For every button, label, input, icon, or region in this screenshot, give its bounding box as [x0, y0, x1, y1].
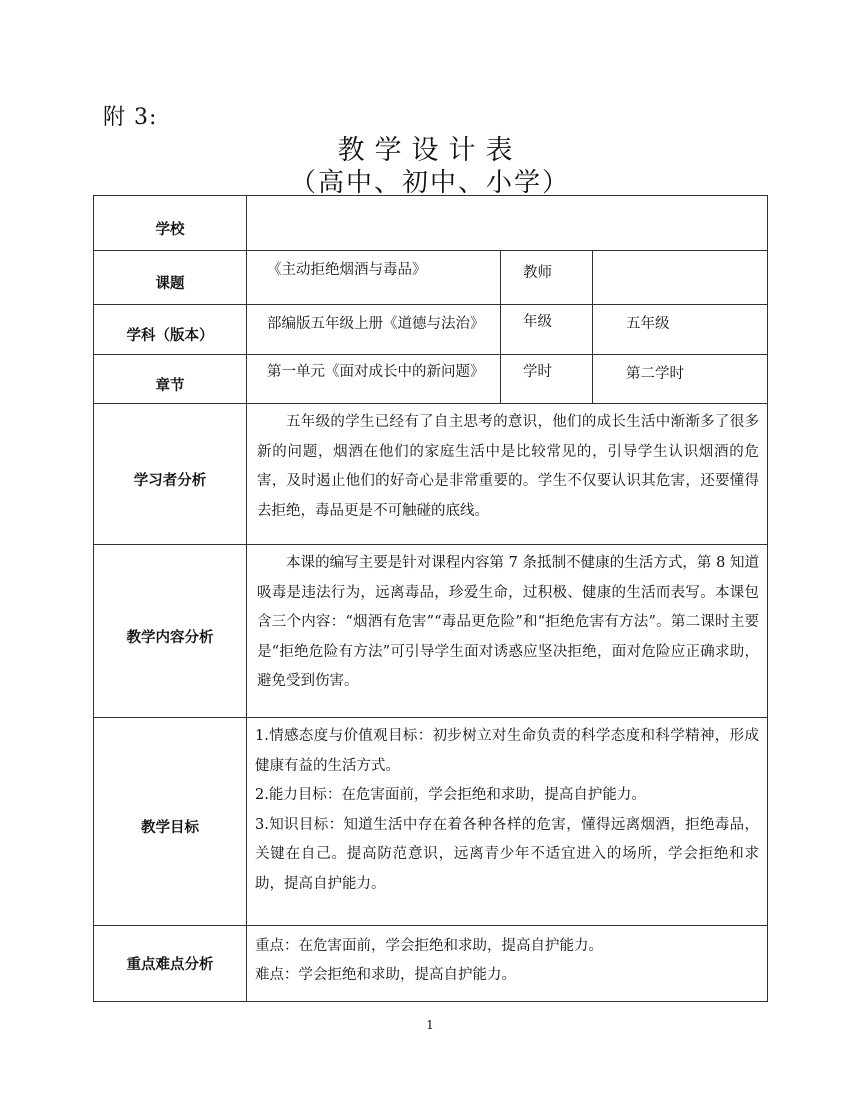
row-key-points [94, 926, 768, 1002]
school-label: 学校 [94, 196, 247, 251]
learner-analysis-cell [247, 404, 768, 545]
appendix-label: 附 3: [103, 105, 158, 130]
hours-value: 第二学时 [626, 366, 684, 382]
learner-analysis-label: 学习者分析 [94, 404, 247, 545]
school-value [247, 196, 768, 251]
chapter-value: 第一单元《面对成长中的新问题》 [267, 364, 485, 380]
topic-value-cell [247, 251, 501, 305]
row-topic [94, 251, 768, 305]
chapter-label: 章节 [94, 355, 247, 404]
teaching-goals-cell [247, 718, 768, 926]
goal-item: 2.能力目标：在危害面前，学会拒绝和求助，提高自护能力。 [255, 787, 646, 803]
key-points-cell [247, 926, 768, 1002]
topic-value: 《主动拒绝烟酒与毒品》 [267, 262, 427, 278]
hours-label: 学时 [523, 364, 552, 380]
grade-label-cell [501, 305, 593, 355]
subject-label: 学科（版本） [94, 305, 247, 355]
row-subject [94, 305, 768, 355]
row-school [94, 196, 768, 251]
topic-label: 课题 [94, 251, 247, 305]
page-title: 教学设计表 [337, 135, 523, 166]
hours-label-cell [501, 355, 593, 404]
teacher-label: 教师 [523, 265, 552, 281]
row-learner-analysis [94, 404, 768, 545]
teaching-design-table [93, 195, 768, 1002]
row-teaching-goals [94, 718, 768, 926]
teaching-goals-label: 教学目标 [94, 718, 247, 926]
grade-label: 年级 [523, 314, 552, 330]
subject-value-cell [247, 305, 501, 355]
content-analysis-text: 本课的编写主要是针对课程内容第 7 条抵制不健康的生活方式，第 8 知道吸毒是违法行为，远离毒品，珍爱生命，过积极、健康的生活而表写。本课包含三个内容：“烟酒有危害”“毒品更危险”和“拒绝危害有方法”。第二课时主要是“拒绝危险有方法”可引导学生面对诱惑应坚决拒绝，面对危险应正确求助，避免受到伤害。 [257, 555, 760, 689]
content-analysis-cell [247, 545, 768, 718]
grade-value-cell [593, 305, 768, 355]
learner-analysis-text: 五年级的学生已经有了自主思考的意识，他们的成长生活中渐渐多了很多新的问题，烟酒在他们的家庭生活中是比较常见的，引导学生认识烟酒的危害，及时遏止他们的好奇心是非常重要的。学生不仅要认识其危害，还要懂得去拒绝，毒品更是不可触碰的底线。 [257, 414, 760, 519]
goal-item: 3.知识目标：知道生活中存在着各种各样的危害，懂得远离烟酒，拒绝毒品，关键在自己。提高防范意识，远离青少年不适宜进入的场所，学会拒绝和求助，提高自护能力。 [255, 816, 760, 892]
chapter-value-cell [247, 355, 501, 404]
page-subtitle: （高中、初中、小学） [289, 168, 570, 198]
row-chapter [94, 355, 768, 404]
key-point-item: 重点：在危害面前，学会拒绝和求助，提高自护能力。 [255, 938, 603, 954]
row-content-analysis [94, 545, 768, 718]
difficult-point-item: 难点：学会拒绝和求助，提高自护能力。 [255, 967, 516, 983]
hours-value-cell [593, 355, 768, 404]
teacher-value [593, 251, 768, 305]
subject-value: 部编版五年级上册《道德与法治》 [267, 316, 485, 332]
content-analysis-label: 教学内容分析 [94, 545, 247, 718]
goal-item: 1.情感态度与价值观目标：初步树立对生命负责的科学态度和科学精神，形成健康有益的生活方式。 [255, 728, 760, 774]
page-number: 1 [426, 1018, 434, 1032]
teacher-label-cell [501, 251, 593, 305]
key-points-label: 重点难点分析 [94, 926, 247, 1002]
grade-value: 五年级 [626, 316, 670, 332]
